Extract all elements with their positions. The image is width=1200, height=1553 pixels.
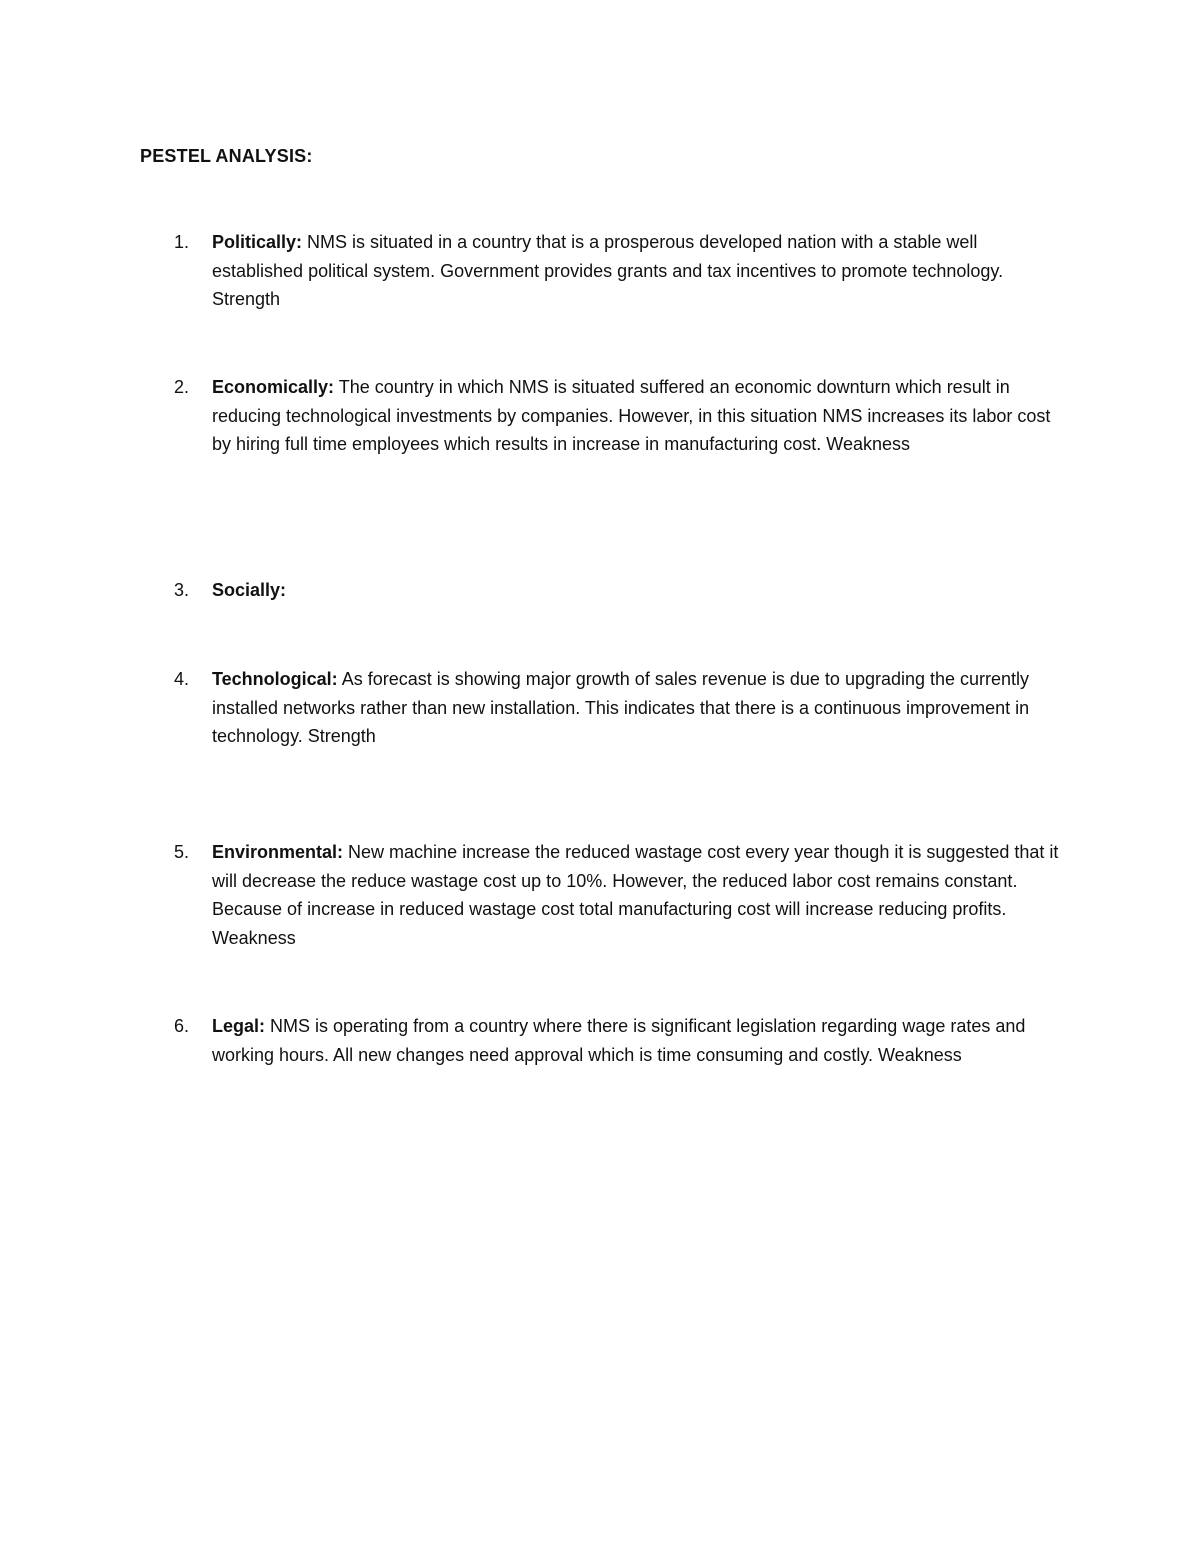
list-item-environmental [140, 838, 1070, 952]
item-label: Technological: [212, 669, 338, 689]
list-item-technological [140, 665, 1070, 751]
list-item-text [212, 373, 1072, 459]
item-label: Socially: [212, 580, 287, 600]
list-item-text [212, 838, 1072, 952]
list-item-text [212, 228, 1072, 314]
page-title: PESTEL ANALYSIS: [140, 146, 313, 166]
list-item-economically [140, 373, 1070, 459]
item-label: Politically: [212, 232, 303, 252]
list-number: 2. [174, 377, 190, 397]
list-item-socially [140, 576, 1070, 605]
list-number: 5. [174, 842, 190, 862]
list-number: 1. [174, 232, 190, 252]
list-item-text [212, 576, 1072, 605]
list-item-text [212, 665, 1072, 751]
item-body: The country in which NMS is situated suffered an economic downturn which result in reducing technological investments by companies. However, in this situation NMS increases its labor cost by hiring full time employees which results in increase in manufacturing cost. Weakness [212, 377, 1051, 454]
list-number: 3. [174, 580, 190, 600]
list-item-legal [140, 1012, 1070, 1069]
item-body: NMS is situated in a country that is a prosperous developed nation with a stable well established political system. Government provides grants and tax incentives to promote technology. Strength [212, 232, 1004, 309]
item-label: Legal: [212, 1016, 266, 1036]
item-label: Environmental: [212, 842, 344, 862]
list-item-text [212, 1012, 1072, 1069]
list-number: 4. [174, 669, 190, 689]
item-body: NMS is operating from a country where there is significant legislation regarding wage rates and working hours. All new changes need approval which is time consuming and costly. Weakness [212, 1016, 1026, 1065]
item-body: New machine increase the reduced wastage cost every year though it is suggested that it will decrease the reduce wastage cost up to 10%. However, the reduced labor cost remains constant. Because of increase in reduced wastage cost total manufacturing cost will increase reducing profits. Weakness [212, 842, 1059, 948]
list-number: 6. [174, 1016, 190, 1036]
item-body: As forecast is showing major growth of sales revenue is due to upgrading the currently installed networks rather than new installation. This indicates that there is a continuous improvement in technology. Strength [212, 669, 1030, 746]
list-item-politically [140, 228, 1070, 314]
item-label: Economically: [212, 377, 335, 397]
